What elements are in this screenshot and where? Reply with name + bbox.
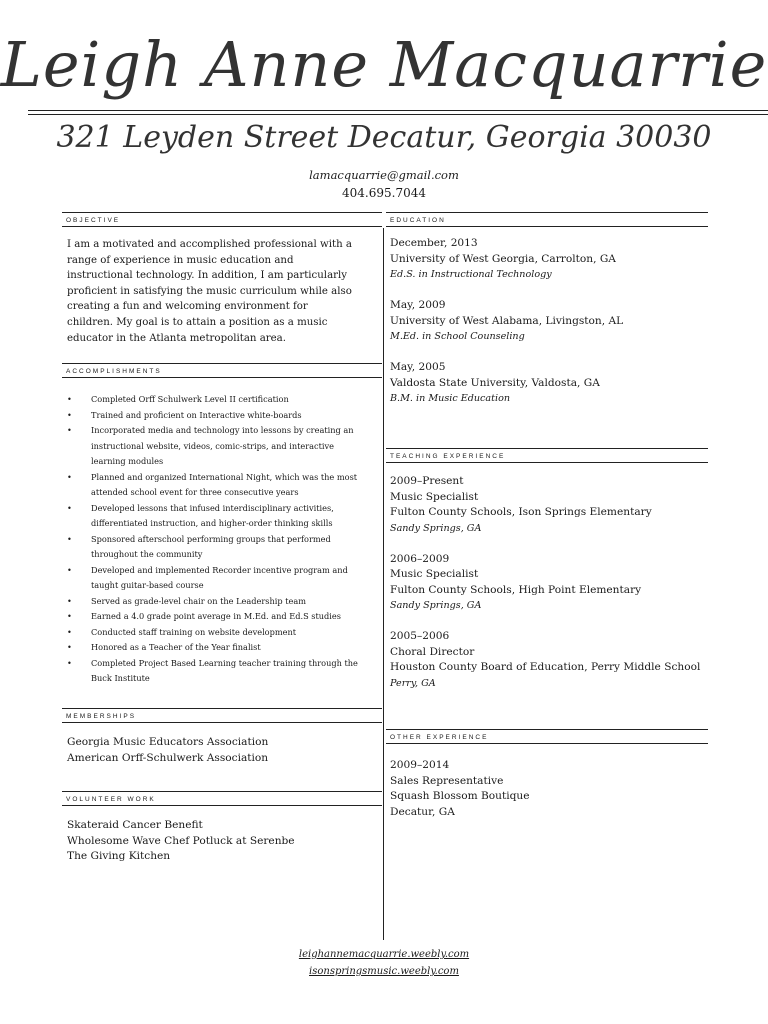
edu-date: May, 2005 [390,361,446,373]
edu-school: Valdosta State University, Valdosta, GA [390,376,600,389]
list-item: American Orff-Schulwerk Association [67,751,269,764]
job-location: Decatur, GA [390,805,455,818]
volunteer-list [67,818,295,865]
edu-school: University of West Georgia, Carrolton, GA [390,252,616,265]
list-item: • Completed Orff Schulwerk Level II certification [67,392,367,408]
memberships-heading: MEMBERSHIPS [62,708,382,723]
edu-date: May, 2009 [390,299,446,311]
edu-degree: M.Ed. in School Counseling [390,331,525,342]
phone: 404.695.7044 [342,186,426,200]
list-item: • Served as grade-level chair on the Leadership team [67,594,367,610]
portfolio-link[interactable]: leighannemacquarrie.weebly.com [298,949,470,960]
job-title: Music Specialist [390,490,479,503]
header-rule-top [28,110,768,111]
list-item: • Sponsored afterschool performing groups that performed throughout the community [67,532,367,563]
list-item: • Completed Project Based Learning teacher training through the Buck Institute [67,656,367,687]
edu-school: University of West Alabama, Livingston, AL [390,314,624,327]
list-item: Skateraid Cancer Benefit [67,819,203,831]
list-item: • Honored as a Teacher of the Year finalist [67,640,367,656]
list-item: • Conducted staff training on website development [67,625,367,641]
job-dates: 2009–Present [390,475,464,487]
job-dates: 2009–2014 [390,759,450,771]
job-org: Fulton County Schools, Ison Springs Elementary [390,506,652,518]
address: 321 Leyden Street Decatur, Georgia 30030 [56,120,712,155]
education-list [390,236,623,407]
job-dates: 2005–2006 [390,630,450,642]
edu-date: December, 2013 [390,237,478,249]
list-item: Wholesome Wave Chef Potluck at Serenbe [67,834,295,847]
teaching-list [390,474,700,691]
list-item: • Trained and proficient on Interactive white-boards [67,408,367,424]
job-location: Sandy Springs, GA [390,522,482,534]
education-heading: EDUCATION [386,212,708,227]
job-title: Music Specialist [390,568,479,580]
other-heading: OTHER EXPERIENCE [386,729,708,744]
list-item: • Developed and implemented Recorder incentive program and taught guitar-based course [67,563,367,594]
column-divider [383,228,384,940]
header-rule-bottom [28,114,768,115]
job-org: Fulton County Schools, High Point Elementary [390,583,642,596]
objective-text: I am a motivated and accomplished professional with a range of experience in music education and instructional technology. In addition, I am particularly proficient in satisfying the music curriculum while also creating a fun and welcoming environment for children. My goal is to attain a position as a music educator in the Atlanta metropolitan area. [67,239,352,344]
memberships-list [67,735,268,766]
email[interactable]: lamacquarrie@gmail.com [309,168,459,182]
list-item: • Developed lessons that infused interdisciplinary activities, differentiated instruction, and higher-order thinking skills [67,501,367,532]
job-title: Choral Director [390,645,475,658]
list-item: The Giving Kitchen [67,850,171,862]
resume-name: Leigh Anne Macquarrie [0,28,768,101]
list-item: • Planned and organized International Night, which was the most attended school event for three consecutive years [67,470,367,501]
job-title: Sales Representative [390,774,504,787]
accomplishments-list [67,392,367,687]
job-location: Sandy Springs, GA [390,600,482,611]
school-music-link[interactable]: isonspringsmusic.weebly.com [309,966,459,977]
list-item: Georgia Music Educators Association [67,736,269,748]
volunteer-heading: VOLUNTEER WORK [62,791,382,806]
edu-degree: B.M. in Music Education [390,393,511,404]
accomplishments-heading: ACCOMPLISHMENTS [62,363,382,378]
list-item: • Earned a 4.0 grade point average in M.Ed. and Ed.S studies [67,609,367,625]
list-item: • Incorporated media and technology into lessons by creating an instructional website, videos, comic-strips, and interactive learning modules [67,423,367,470]
edu-degree: Ed.S. in Instructional Technology [390,269,552,280]
job-org: Squash Blossom Boutique [390,790,530,802]
objective-heading: OBJECTIVE [62,212,382,227]
job-org: Houston County Board of Education, Perry Middle School [390,661,701,673]
job-location: Perry, GA [390,677,436,689]
job-dates: 2006–2009 [390,552,450,565]
teaching-heading: TEACHING EXPERIENCE [386,448,708,463]
other-list [390,758,530,820]
